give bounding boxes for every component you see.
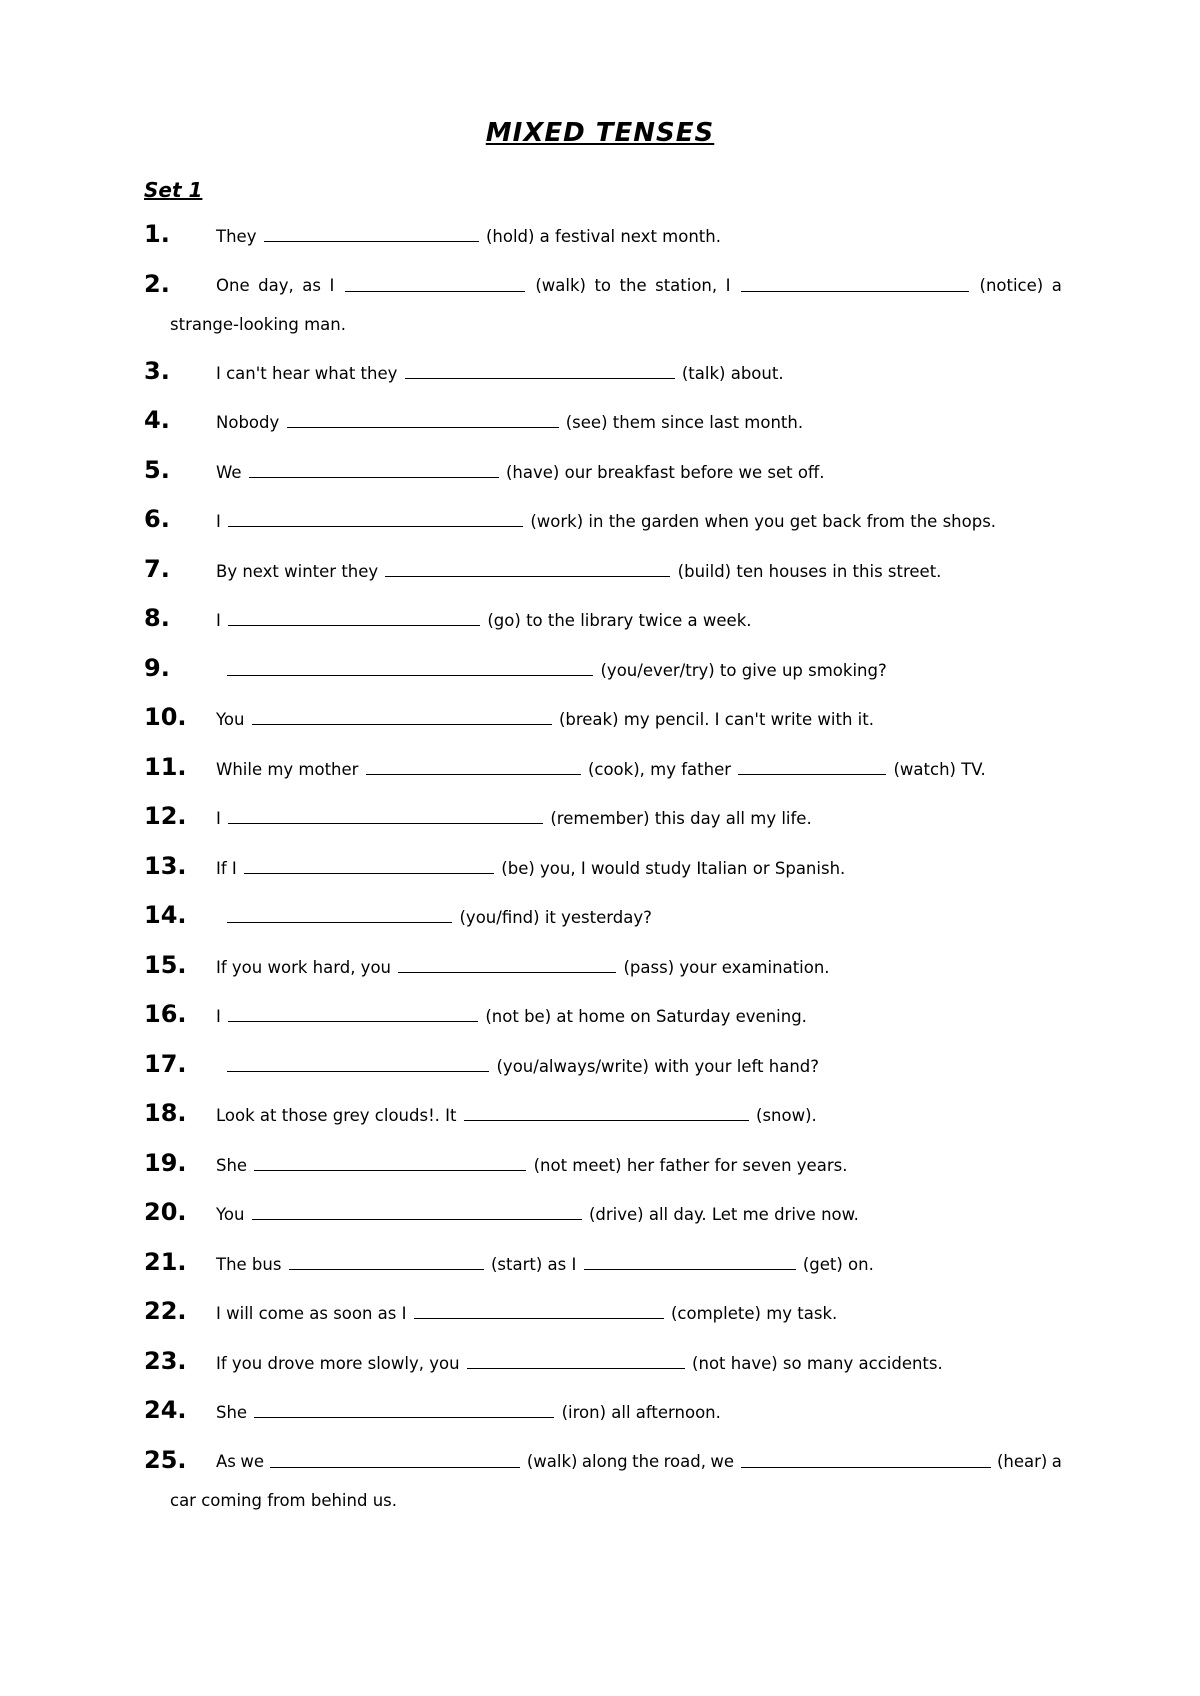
question-item bbox=[144, 1048, 1064, 1098]
question-text: I bbox=[725, 275, 731, 295]
question-number: 10. bbox=[144, 703, 187, 731]
question-text: (see) them since last month. bbox=[565, 413, 804, 432]
question-text: The bus bbox=[216, 1254, 282, 1274]
answer-blank[interactable] bbox=[741, 276, 969, 292]
answer-blank[interactable] bbox=[252, 709, 552, 725]
question-line bbox=[216, 808, 812, 828]
question-line bbox=[216, 1452, 1062, 1471]
question-line bbox=[216, 462, 825, 482]
answer-blank[interactable] bbox=[252, 1204, 582, 1220]
answer-blank[interactable] bbox=[228, 808, 543, 824]
question-text: If you drove more slowly, you bbox=[216, 1353, 460, 1373]
question-number: 11. bbox=[144, 752, 187, 781]
question-line bbox=[216, 660, 887, 680]
answer-blank[interactable] bbox=[264, 226, 479, 242]
question-item bbox=[144, 1147, 1064, 1197]
question-text: we bbox=[710, 1451, 735, 1471]
question-text: a bbox=[1051, 275, 1062, 295]
question-item bbox=[144, 949, 1064, 999]
question-line bbox=[216, 1006, 807, 1026]
question-text: (not have) so many accidents. bbox=[692, 1353, 943, 1373]
question-text: You bbox=[216, 1205, 245, 1224]
question-line bbox=[216, 858, 845, 878]
question-text: (you/find) it yesterday? bbox=[459, 908, 652, 927]
question-text: I bbox=[216, 1007, 221, 1026]
question-continuation: strange-looking man. bbox=[170, 314, 346, 334]
answer-blank[interactable] bbox=[254, 1402, 554, 1418]
question-text: day, bbox=[258, 275, 294, 295]
question-text: (be) you, I would study Italian or Spanish. bbox=[501, 858, 846, 878]
answer-blank[interactable] bbox=[584, 1254, 796, 1270]
question-text: We bbox=[216, 462, 242, 482]
question-item bbox=[144, 998, 1064, 1048]
question-text: (remember) this day all my life. bbox=[550, 809, 812, 828]
question-number: 15. bbox=[144, 950, 187, 979]
question-number: 16. bbox=[144, 1000, 187, 1028]
question-line bbox=[216, 957, 830, 977]
question-number: 14. bbox=[144, 901, 187, 929]
question-line bbox=[216, 226, 721, 246]
question-number: 21. bbox=[144, 1247, 187, 1276]
question-line bbox=[216, 759, 986, 779]
question-text: She bbox=[216, 1403, 248, 1422]
question-text: (walk) bbox=[526, 1451, 578, 1471]
question-item bbox=[144, 1394, 1064, 1444]
question-text: (talk) about. bbox=[681, 363, 784, 383]
question-number: 9. bbox=[144, 653, 170, 682]
question-text: (not be) at home on Saturday evening. bbox=[485, 1007, 807, 1026]
question-text: (build) ten houses in this street. bbox=[677, 561, 942, 581]
question-text: (have) our breakfast before we set off. bbox=[506, 462, 825, 482]
question-number: 19. bbox=[144, 1148, 187, 1177]
question-item bbox=[144, 1295, 1064, 1345]
question-text: I will come as soon as I bbox=[216, 1304, 407, 1323]
question-text: One bbox=[216, 275, 250, 295]
answer-blank[interactable] bbox=[464, 1105, 749, 1121]
question-number: 2. bbox=[144, 269, 170, 298]
question-number: 18. bbox=[144, 1099, 187, 1127]
question-text: By next winter they bbox=[216, 561, 379, 581]
question-number: 7. bbox=[144, 554, 170, 583]
question-item bbox=[144, 701, 1064, 751]
question-list bbox=[144, 218, 1064, 1531]
question-text: (drive) all day. Let me drive now. bbox=[588, 1205, 859, 1224]
question-text: She bbox=[216, 1155, 248, 1175]
question-number: 17. bbox=[144, 1049, 187, 1078]
question-line bbox=[216, 276, 1062, 295]
question-text: You bbox=[216, 710, 245, 729]
answer-blank[interactable] bbox=[366, 759, 581, 775]
question-line bbox=[216, 1056, 819, 1076]
answer-blank[interactable] bbox=[227, 907, 452, 923]
answer-blank[interactable] bbox=[228, 511, 523, 527]
question-number: 8. bbox=[144, 604, 170, 632]
question-item bbox=[144, 1097, 1064, 1147]
question-number: 6. bbox=[144, 505, 170, 533]
question-item bbox=[144, 503, 1064, 553]
question-text: (work) in the garden when you get back from the shops. bbox=[530, 512, 997, 531]
question-item bbox=[144, 800, 1064, 850]
question-text: I bbox=[216, 611, 221, 630]
question-item bbox=[144, 1246, 1064, 1296]
question-text: (complete) my task. bbox=[671, 1304, 838, 1323]
question-item bbox=[144, 268, 1064, 355]
question-number: 25. bbox=[144, 1445, 187, 1474]
question-item bbox=[144, 454, 1064, 504]
question-number: 24. bbox=[144, 1396, 187, 1424]
answer-blank[interactable] bbox=[287, 412, 559, 428]
answer-blank[interactable] bbox=[254, 1155, 526, 1171]
question-item bbox=[144, 899, 1064, 949]
question-text: a bbox=[1051, 1451, 1062, 1471]
question-item bbox=[144, 751, 1064, 801]
question-line bbox=[216, 363, 784, 383]
question-text: As bbox=[216, 1451, 236, 1471]
question-item bbox=[144, 355, 1064, 405]
question-text: I bbox=[216, 512, 221, 531]
question-text: (pass) your examination. bbox=[623, 957, 830, 977]
question-text: (watch) TV. bbox=[893, 759, 986, 779]
answer-blank[interactable] bbox=[345, 276, 525, 292]
question-line bbox=[216, 1353, 943, 1373]
question-text: (you/ever/try) to give up smoking? bbox=[600, 660, 887, 680]
answer-blank[interactable] bbox=[289, 1254, 484, 1270]
question-item bbox=[144, 1196, 1064, 1246]
question-number: 12. bbox=[144, 802, 187, 830]
answer-blank[interactable] bbox=[467, 1353, 685, 1369]
question-text: They bbox=[216, 227, 257, 246]
question-number: 23. bbox=[144, 1346, 187, 1375]
question-text: road, bbox=[663, 1451, 706, 1471]
answer-blank[interactable] bbox=[227, 660, 593, 676]
answer-blank[interactable] bbox=[244, 858, 494, 874]
question-line bbox=[216, 561, 941, 581]
question-number: 4. bbox=[144, 406, 170, 434]
question-text: (go) to the library twice a week. bbox=[487, 611, 752, 630]
question-text: (break) my pencil. I can't write with it. bbox=[558, 710, 874, 729]
question-text: the bbox=[619, 275, 647, 295]
answer-blank[interactable] bbox=[405, 363, 675, 379]
question-text: (start) as I bbox=[490, 1254, 577, 1274]
answer-blank[interactable] bbox=[398, 957, 616, 973]
question-text: (you/always/write) with your left hand? bbox=[496, 1056, 820, 1076]
question-line bbox=[216, 1204, 859, 1224]
question-text: (snow). bbox=[756, 1106, 817, 1125]
answer-blank[interactable] bbox=[227, 1056, 489, 1072]
question-item bbox=[144, 404, 1064, 454]
answer-blank[interactable] bbox=[414, 1303, 664, 1319]
question-text: I can't hear what they bbox=[216, 363, 398, 383]
question-line bbox=[216, 1254, 874, 1274]
question-text: (iron) all afternoon. bbox=[561, 1403, 721, 1422]
question-line bbox=[216, 1402, 721, 1422]
question-number: 1. bbox=[144, 220, 170, 248]
question-text: While my mother bbox=[216, 759, 359, 779]
question-item bbox=[144, 1345, 1064, 1395]
question-text: (hear) bbox=[996, 1451, 1048, 1471]
question-line bbox=[216, 1155, 847, 1175]
question-item bbox=[144, 1444, 1064, 1531]
question-line bbox=[216, 907, 652, 927]
question-number: 22. bbox=[144, 1297, 187, 1325]
question-line bbox=[216, 412, 803, 432]
answer-blank[interactable] bbox=[738, 759, 886, 775]
answer-blank[interactable] bbox=[228, 1006, 478, 1022]
question-text: If I bbox=[216, 858, 237, 878]
question-number: 3. bbox=[144, 356, 170, 385]
question-item bbox=[144, 602, 1064, 652]
question-number: 5. bbox=[144, 455, 170, 484]
question-text: as bbox=[302, 275, 321, 295]
question-text: Nobody bbox=[216, 413, 280, 432]
answer-blank[interactable] bbox=[385, 561, 670, 577]
question-number: 13. bbox=[144, 851, 187, 880]
question-text: Look at those grey clouds!. It bbox=[216, 1106, 457, 1125]
question-text: I bbox=[216, 809, 221, 828]
worksheet-title: MIXED TENSES bbox=[485, 118, 715, 148]
question-text: the bbox=[632, 1451, 660, 1471]
question-text: (walk) bbox=[535, 275, 586, 295]
question-line bbox=[216, 709, 874, 729]
question-text: (cook), my father bbox=[587, 759, 731, 779]
question-text: (get) on. bbox=[802, 1254, 874, 1274]
question-text: (not meet) her father for seven years. bbox=[533, 1155, 848, 1175]
question-text: we bbox=[240, 1451, 264, 1471]
question-text: station, bbox=[655, 275, 718, 295]
question-line bbox=[216, 1303, 837, 1323]
question-text: to bbox=[594, 275, 612, 295]
question-item bbox=[144, 850, 1064, 900]
question-text: I bbox=[329, 275, 335, 295]
answer-blank[interactable] bbox=[270, 1452, 520, 1468]
question-continuation: car coming from behind us. bbox=[170, 1490, 397, 1510]
question-line bbox=[216, 511, 996, 531]
question-text: (hold) a festival next month. bbox=[485, 227, 721, 246]
question-line bbox=[216, 610, 752, 630]
question-text: If you work hard, you bbox=[216, 957, 391, 977]
question-item bbox=[144, 553, 1064, 603]
answer-blank[interactable] bbox=[249, 462, 499, 478]
question-item bbox=[144, 218, 1064, 268]
answer-blank[interactable] bbox=[741, 1452, 991, 1468]
question-item bbox=[144, 652, 1064, 702]
question-number: 20. bbox=[144, 1198, 187, 1226]
answer-blank[interactable] bbox=[228, 610, 480, 626]
set-label: Set 1 bbox=[144, 178, 203, 202]
question-line bbox=[216, 1105, 817, 1125]
question-text: along bbox=[581, 1451, 628, 1471]
question-text: (notice) bbox=[979, 275, 1044, 295]
